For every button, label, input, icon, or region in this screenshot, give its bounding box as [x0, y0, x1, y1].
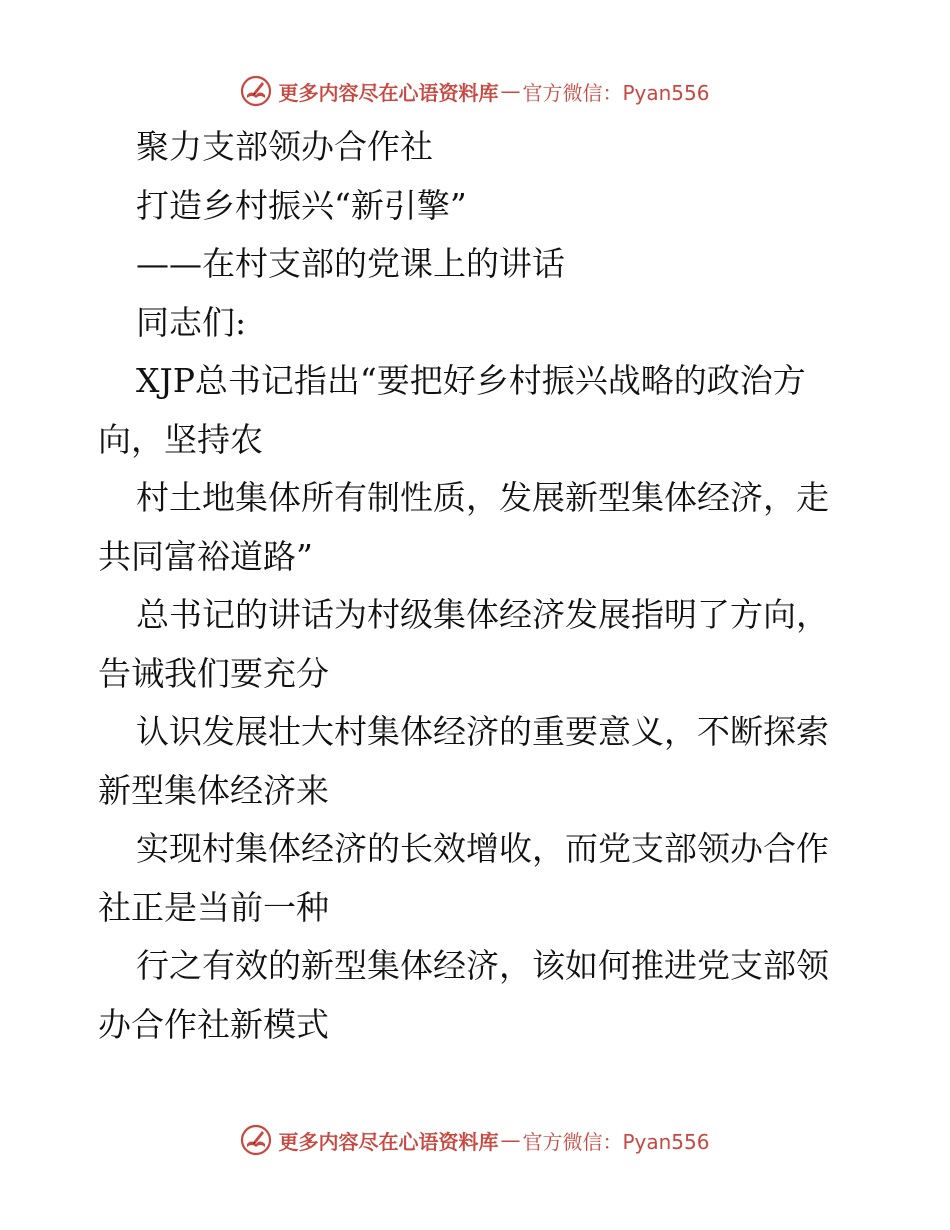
document-title-line-2: 打造乡村振兴“新引擎”	[136, 185, 467, 225]
banner-dash: —	[500, 1128, 521, 1152]
paragraph-line: 新型集体经济来	[98, 770, 329, 810]
paragraph-line: 实现村集体经济的长效增收，而党支部领办合作	[136, 829, 829, 868]
paragraph-line: 村土地集体所有制性质，发展新型集体经济，走	[136, 478, 829, 517]
banner-brand-text: 更多内容尽在心语资料库	[278, 80, 499, 105]
paragraph-line: 向，坚持农	[98, 419, 263, 459]
paragraph-line: 总书记的讲话为村级集体经济发展指明了方向，	[136, 595, 829, 634]
paragraph-line: 共同富裕道路”	[98, 536, 313, 576]
footer-banner	[0, 1120, 950, 1160]
banner-contact-text: 官方微信：Pyan556	[522, 1129, 710, 1154]
paragraph-line: XJP总书记指出“要把好乡村振兴战略的政治方	[136, 361, 806, 400]
paragraph-line: 认识发展壮大村集体经济的重要意义，不断探索	[136, 712, 829, 751]
document-subtitle: ——在村支部的党课上的讲话	[136, 244, 565, 283]
banner-contact-text: 官方微信：Pyan556	[522, 80, 710, 105]
banner-brand-text: 更多内容尽在心语资料库	[278, 1129, 499, 1154]
book-pen-logo-icon	[240, 75, 272, 107]
paragraph-line: 告诫我们要充分	[98, 653, 329, 693]
header-banner	[0, 71, 950, 111]
paragraph-line: 办合作社新模式	[98, 1004, 329, 1044]
document-title-line-1: 聚力支部领办合作社	[136, 127, 433, 166]
book-pen-logo-icon	[240, 1124, 272, 1156]
banner-dash: —	[500, 79, 521, 103]
paragraph-line: 行之有效的新型集体经济，该如何推进党支部领	[136, 946, 829, 985]
salutation: 同志们:	[136, 302, 247, 342]
document-body	[98, 118, 858, 1054]
paragraph-line: 社正是当前一种	[98, 887, 329, 927]
